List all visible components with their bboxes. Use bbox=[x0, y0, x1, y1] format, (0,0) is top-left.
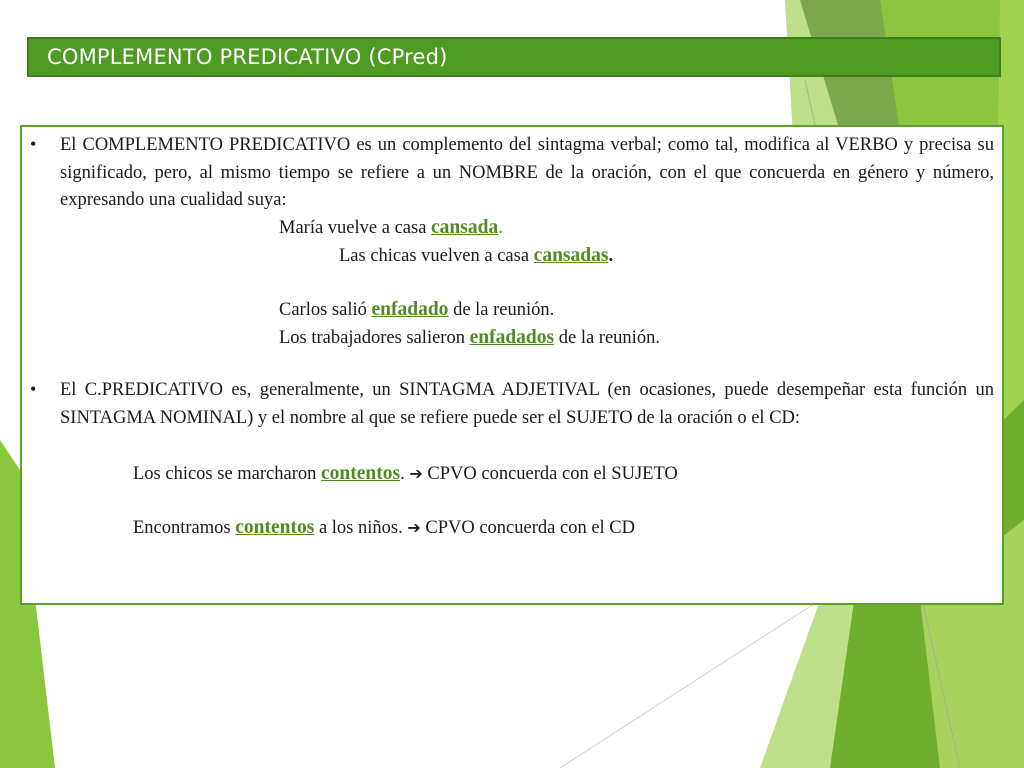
predicative-word: enfadados bbox=[469, 327, 555, 348]
example-text: Los trabajadores salieron bbox=[279, 328, 470, 348]
example-text: . bbox=[400, 464, 410, 484]
content-box bbox=[20, 125, 1004, 605]
example-text: . bbox=[608, 246, 614, 266]
example-line bbox=[279, 324, 660, 353]
example-text: a los niños. bbox=[314, 518, 408, 538]
arrow-icon: ➔ bbox=[409, 464, 423, 483]
example-line bbox=[279, 214, 503, 243]
example-note: CPVO concuerda con el SUJETO bbox=[422, 464, 678, 484]
bullet-marker-1: • bbox=[30, 134, 37, 154]
arrow-icon: ➔ bbox=[407, 518, 421, 537]
example-text: . bbox=[498, 218, 503, 238]
predicative-word: cansadas bbox=[533, 245, 609, 266]
page-title: COMPLEMENTO PREDICATIVO (CPred) bbox=[47, 45, 448, 69]
example-line bbox=[133, 514, 635, 543]
predicative-word: contentos bbox=[235, 517, 315, 538]
predicative-word: enfadado bbox=[371, 299, 449, 320]
example-text: de la reunión. bbox=[448, 300, 555, 320]
example-text: Encontramos bbox=[133, 518, 236, 538]
example-text: Las chicas vuelven a casa bbox=[339, 246, 534, 266]
bullet-paragraph-2: El C.PREDICATIVO es, generalmente, un SINTAGMA ADJETIVAL (en ocasiones, puede desempeñar esta función un SINTAGMA NOMINAL) y el nombre al que se refiere puede ser el SUJETO de la oración o el CD: bbox=[60, 380, 994, 428]
predicative-word: cansada bbox=[431, 217, 499, 238]
example-line bbox=[279, 296, 554, 325]
example-text: María vuelve a casa bbox=[279, 218, 432, 238]
example-note: CPVO concuerda con el CD bbox=[420, 518, 635, 538]
predicative-word: contentos bbox=[321, 463, 401, 484]
example-line bbox=[339, 242, 613, 271]
example-text: de la reunión. bbox=[554, 328, 660, 348]
bullet-marker-2: • bbox=[30, 379, 37, 399]
example-line bbox=[133, 460, 678, 489]
example-text: Carlos salió bbox=[279, 300, 372, 320]
title-bar bbox=[27, 37, 1001, 77]
example-text: Los chicos se marcharon bbox=[133, 464, 322, 484]
bullet-paragraph-1: El COMPLEMENTO PREDICATIVO es un complemento del sintagma verbal; como tal, modifica al VERBO y precisa su significado, pero, al mismo tiempo se refiere a un NOMBRE de la oración, con el que concuerda en género y número, expresando una cualidad suya: bbox=[60, 135, 994, 210]
